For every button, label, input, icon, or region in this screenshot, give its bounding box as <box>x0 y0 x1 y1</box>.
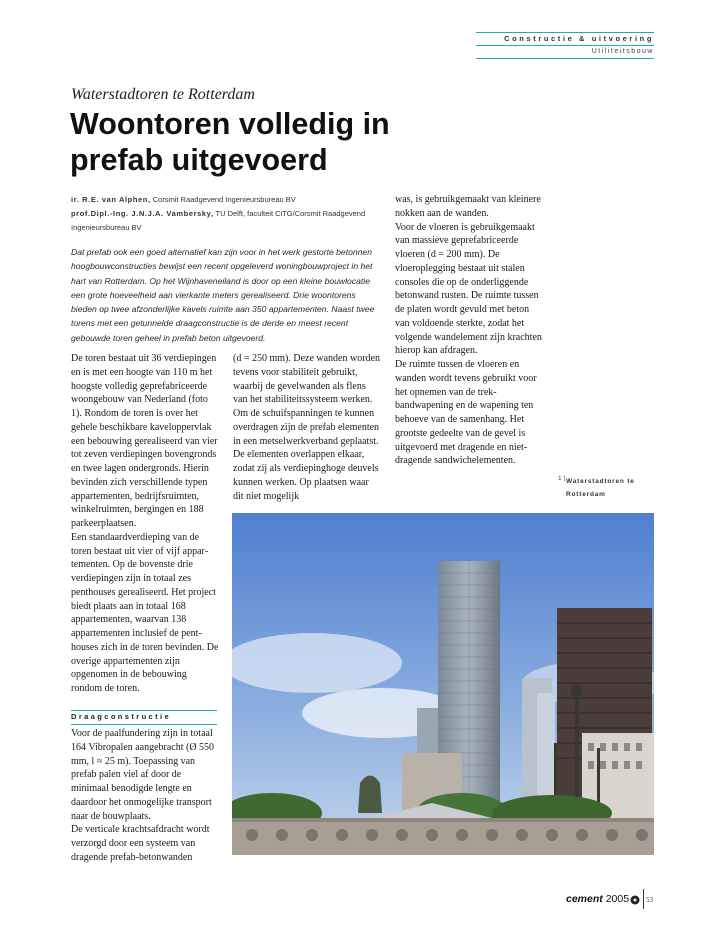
author-1-affiliation: Corsmit Raadgevend Ingenieursbureau BV <box>152 195 296 204</box>
authors <box>71 193 380 235</box>
magazine-year: 2005 <box>605 893 630 905</box>
author-1-name: ir. R.E. van Alphen, <box>71 195 151 204</box>
body-column-1: De toren bestaat uit 36 verdiepingen en is met een hoogte van 110 m het hoogste volledig geprefabriceerde woongebouw van Nederland (foto 1). Rondom de toren is over het gehele beschikbare kaveloppervlak een bebouwing gerealiseerd van vier tot zeven verdiepingen bovengronds en twee lagen ondergronds. Hierin bevinden zich verschillende typen appartementen, bedrijfsruimten, winkelruimten, bergingen en 188 parkeerplaatsen. Een standaardverdieping van de toren bestaat uit vier of vijf appartementen. Op de bovenste drie verdiepingen zijn in totaal zes penthouses gerealiseerd. Het project biedt plaats aan in totaal 168 appartementen, waarvan 138 appartementen inclusief de penthouses zich in de toren bevinden. De overige appartementen zijn opgenomen in de bebouwing rondom de toren. <box>71 353 219 694</box>
header-rule-top <box>476 32 654 33</box>
article-kicker: Waterstadtoren te Rotterdam <box>71 86 255 103</box>
footer-magazine <box>566 893 629 905</box>
photo-caption: Waterstadtoren te Rotterdam <box>566 478 635 498</box>
tower-photo <box>232 513 654 855</box>
body-column-4: Voor de paalfundering zijn in totaal 164 Vibropalen aangebracht (Ø 550 mm, l ≈ 25 m). Toepassing van prefab palen viel af door de minimaal benodigde lengte en daardoor het onmogelijke transport naar de bouwplaats. De verticale krachtsafdracht wordt verzorgd door een systeem van dragende prefab-betonwanden <box>71 728 215 863</box>
flower-icon <box>630 895 640 905</box>
railing-top <box>232 818 654 822</box>
header-rule-middle <box>476 45 654 46</box>
author-2-name: prof.Dipl.-Ing. J.N.J.A. Vambersky, <box>71 209 214 218</box>
footer-divider <box>643 889 644 909</box>
title-line-1: Woontoren volledig in <box>70 107 390 141</box>
header-rule-bottom <box>476 58 654 59</box>
page-number: 53 <box>646 896 653 904</box>
body-column-3: was, is gebruikgemaakt van kleinere nokken aan de wanden. Voor de vloeren is gebruikgemaakt van massieve geprefabriceerde vloeren (d = 200 mm). De vloeroplegging bestaat uit stalen consoles die op de onderliggende betonwand rusten. De ruimte tussen de platen wordt gevuld met beton van voldoende sterkte, zodat het volgende wandelement zijn krachten hierop kan afdragen. De ruimte tussen de vloeren en wanden wordt tevens gebruikt voor het opnemen van de trekbandwapening en de wapening ten behoeve van de samenhang. Het grootste gedeelte van de gevel is uitgevoerd met dragende en niet-dragende sandwichelementen. <box>395 194 542 467</box>
magazine-name: cement <box>566 893 603 905</box>
section-label: Constructie & uitvoering <box>504 34 654 43</box>
title-line-2: prefab uitgevoerd <box>70 143 328 177</box>
distant-building <box>537 693 555 813</box>
section-heading-box <box>71 710 217 725</box>
caption-number: 1 | <box>558 475 566 482</box>
section-heading: Draagconstructie <box>71 712 172 721</box>
author-2-affiliation: TU Delft, faculteit CiTG/Corsmit Raadgevend Ingenieursbureau BV <box>71 209 366 232</box>
subsection-label: Utiliteitsbouw <box>591 48 654 55</box>
statue <box>358 776 382 814</box>
bridge-railing <box>232 818 654 855</box>
body-column-2: (d = 250 mm). Deze wanden worden tevens voor stabiliteit gebruikt, waarbij de gevelwanden als flens van het stabiliteitssysteem werken. Om de schuifspanningen te kunnen overdragen zijn de prefab elementen in een metselwerkverband geplaatst. De elementen overlappen elkaar, zodat zij als verdiepinghoge deuvels kunnen werken. Op plaatsen waar dit niet mogelijk <box>233 353 380 502</box>
tower-photo-illustration <box>232 513 654 855</box>
article-title <box>70 106 450 178</box>
article-intro: Dat prefab ook een goed alternatief kan zijn voor in het werk gestorte betonnen hoogbouwconstructies bewijst een recent opgeleverd woningbouwproject in het hart van Rotterdam. Op het Wijnhaveneiland is door op een kleine bouwlocatie een grote hoeveelheid aan vierkante meters gerealiseerd. Drie woontorens bieden op twee afzonderlijke kavels ruimte aan 350 appartementen. Naast twee torens met een getunnelde draagconstructie is de derde en meest recent gebouwde toren geheel in prefab beton uitgevoerd. <box>71 247 375 343</box>
